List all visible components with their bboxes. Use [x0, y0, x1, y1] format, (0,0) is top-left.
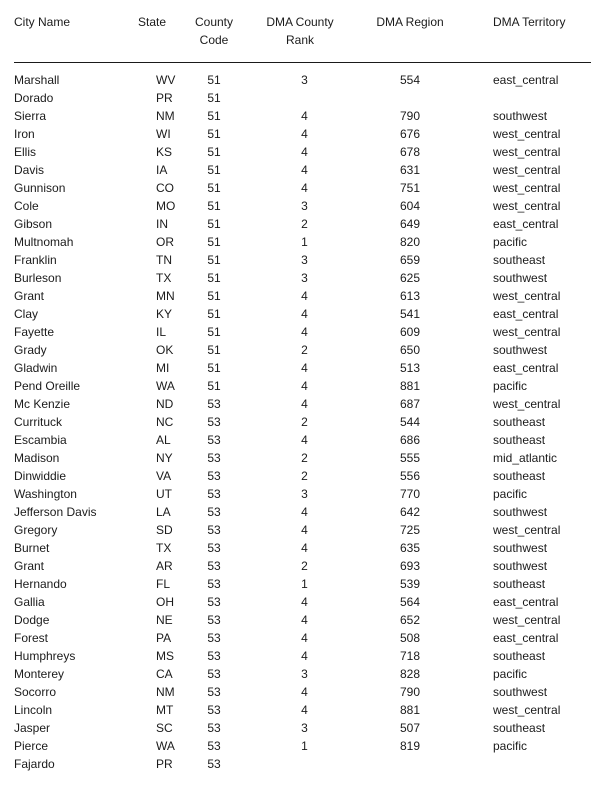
table-row — [14, 485, 591, 503]
dma-county-table — [14, 13, 591, 773]
table-row — [14, 683, 591, 701]
table-cell-county_code: 51 — [207, 217, 221, 231]
table-row — [14, 323, 591, 341]
table-cell-state: LA — [156, 505, 171, 519]
table-cell-dma_territory: southwest — [493, 505, 548, 519]
table-cell-dma_territory: east_central — [493, 217, 559, 231]
table-cell-dma_territory: southwest — [493, 559, 548, 573]
table-cell-county_code: 53 — [207, 685, 221, 699]
table-cell-county_code: 51 — [207, 307, 221, 321]
table-row — [14, 575, 591, 593]
table-cell-city_name: Hernando — [14, 577, 67, 591]
table-cell-county_code: 51 — [207, 271, 221, 285]
table-cell-dma_territory: east_central — [493, 73, 559, 87]
table-cell-dma_county_rank: 3 — [301, 487, 308, 501]
table-cell-dma_territory: southwest — [493, 343, 548, 357]
table-cell-state: WI — [156, 127, 171, 141]
table-cell-dma_region: 819 — [399, 739, 421, 753]
table-cell-county_code: 53 — [207, 415, 221, 429]
table-row — [14, 215, 591, 233]
table-row — [14, 521, 591, 539]
table-cell-city_name: Pierce — [14, 739, 49, 753]
table-cell-dma_county_rank — [238, 755, 362, 773]
table-cell-city_name: Gladwin — [14, 361, 58, 375]
table-cell-dma_county_rank: 4 — [301, 505, 308, 519]
column-header-label: City Name — [14, 15, 71, 29]
table-cell-city_name: Gunnison — [14, 181, 66, 195]
table-cell-dma_region: 652 — [399, 613, 421, 627]
table-cell-county_code: 51 — [207, 199, 221, 213]
table-cell-state: FL — [156, 577, 171, 591]
table-cell-dma_region: 790 — [399, 109, 421, 123]
table-cell-county_code: 53 — [207, 703, 221, 717]
table-cell-dma_region — [362, 89, 458, 107]
table-cell-dma_county_rank: 4 — [301, 307, 308, 321]
table-cell-dma_county_rank: 4 — [301, 289, 308, 303]
table-row — [14, 143, 591, 161]
table-cell-dma_county_rank: 3 — [301, 199, 308, 213]
table-cell-state: SD — [156, 523, 173, 537]
table-cell-dma_county_rank: 4 — [301, 685, 308, 699]
table-cell-city_name: Currituck — [14, 415, 63, 429]
table-row — [14, 125, 591, 143]
table-cell-dma_county_rank: 4 — [301, 325, 308, 339]
column-header-dma-county-rank — [238, 13, 362, 63]
table-cell-county_code: 51 — [207, 163, 221, 177]
table-row — [14, 269, 591, 287]
table-cell-dma_region: 820 — [399, 235, 421, 249]
table-cell-city_name: Mc Kenzie — [14, 397, 71, 411]
table-row — [14, 287, 591, 305]
table-cell-state: AR — [156, 559, 173, 573]
table-cell-county_code: 53 — [207, 595, 221, 609]
table-cell-state: NM — [156, 685, 175, 699]
table-cell-state: NY — [156, 451, 173, 465]
table-cell-state: MN — [156, 289, 175, 303]
table-cell-dma_territory: west_central — [493, 325, 561, 339]
table-cell-city_name: Gibson — [14, 217, 53, 231]
table-cell-dma_county_rank — [238, 89, 362, 107]
table-cell-city_name: Cole — [14, 199, 39, 213]
table-cell-county_code: 51 — [207, 181, 221, 195]
table-cell-city_name: Iron — [14, 127, 35, 141]
table-cell-city_name: Pend Oreille — [14, 379, 81, 393]
table-cell-dma_territory: southeast — [493, 469, 546, 483]
table-cell-county_code: 53 — [207, 721, 221, 735]
table-cell-dma_territory: southeast — [493, 415, 546, 429]
table-cell-state: CA — [156, 667, 173, 681]
table-cell-state: MI — [156, 361, 170, 375]
table-cell-state: PR — [156, 757, 173, 771]
column-header-county-code — [190, 13, 238, 63]
table-cell-county_code: 53 — [207, 487, 221, 501]
table-cell-dma_county_rank: 4 — [301, 109, 308, 123]
table-cell-city_name: Lincoln — [14, 703, 53, 717]
table-cell-county_code: 51 — [207, 379, 221, 393]
table-cell-dma_county_rank: 4 — [301, 541, 308, 555]
table-cell-dma_territory: pacific — [493, 739, 528, 753]
table-cell-dma_territory: southeast — [493, 721, 546, 735]
table-row — [14, 341, 591, 359]
table-cell-city_name: Sierra — [14, 109, 47, 123]
column-header-label: DMA Region — [376, 15, 444, 29]
table-cell-dma_county_rank: 4 — [301, 127, 308, 141]
table-cell-city_name: Monterey — [14, 667, 65, 681]
table-cell-state: CO — [156, 181, 174, 195]
table-cell-dma_territory: west_central — [493, 523, 561, 537]
table-cell-dma_county_rank: 4 — [301, 163, 308, 177]
table-cell-city_name: Burnet — [14, 541, 50, 555]
column-header-state — [135, 13, 190, 63]
table-cell-city_name: Forest — [14, 631, 49, 645]
table-cell-dma_county_rank: 4 — [301, 595, 308, 609]
table-cell-city_name: Escambia — [14, 433, 67, 447]
table-cell-state: WV — [156, 73, 176, 87]
table-cell-dma_territory: west_central — [493, 145, 561, 159]
table-cell-city_name: Jefferson Davis — [14, 505, 97, 519]
table-cell-dma_county_rank: 1 — [301, 739, 308, 753]
table-cell-state: IN — [156, 217, 168, 231]
table-row — [14, 449, 591, 467]
table-cell-city_name: Franklin — [14, 253, 57, 267]
table-cell-dma_territory: southwest — [493, 685, 548, 699]
table-row — [14, 107, 591, 125]
table-cell-dma_territory: west_central — [493, 397, 561, 411]
column-header-label: DMA County Rank — [266, 15, 334, 47]
table-cell-dma_region: 631 — [399, 163, 421, 177]
table-cell-city_name: Ellis — [14, 145, 37, 159]
table-cell-county_code: 53 — [207, 739, 221, 753]
column-header-label: DMA Territory — [493, 15, 566, 29]
table-cell-dma_county_rank: 3 — [301, 667, 308, 681]
table-cell-dma_region: 725 — [399, 523, 421, 537]
table-cell-city_name: Grant — [14, 289, 45, 303]
table-cell-state: MS — [156, 649, 174, 663]
table-cell-dma_region: 649 — [399, 217, 421, 231]
table-cell-dma_territory: west_central — [493, 613, 561, 627]
table-cell-city_name: Grant — [14, 559, 45, 573]
table-cell-county_code: 51 — [207, 253, 221, 267]
table-cell-state: KY — [156, 307, 173, 321]
table-cell-dma_county_rank: 4 — [301, 649, 308, 663]
table-cell-state: MT — [156, 703, 174, 717]
table-cell-city_name: Dodge — [14, 613, 50, 627]
table-cell-state: NE — [156, 613, 173, 627]
table-cell-state: UT — [156, 487, 172, 501]
table-row — [14, 395, 591, 413]
table-cell-dma_region: 625 — [399, 271, 421, 285]
column-header-dma-territory — [458, 13, 591, 63]
table-cell-city_name: Washington — [14, 487, 77, 501]
table-cell-dma_county_rank: 4 — [301, 397, 308, 411]
table-cell-county_code: 53 — [207, 469, 221, 483]
table-row — [14, 755, 591, 773]
table-cell-county_code: 51 — [207, 361, 221, 375]
table-cell-dma_region: 544 — [399, 415, 421, 429]
table-cell-state: WA — [156, 379, 175, 393]
table-row — [14, 665, 591, 683]
table-cell-county_code: 53 — [207, 559, 221, 573]
table-cell-dma_territory: west_central — [493, 181, 561, 195]
table-cell-dma_region: 828 — [399, 667, 421, 681]
table-cell-county_code: 51 — [207, 127, 221, 141]
table-cell-county_code: 51 — [207, 73, 221, 87]
table-cell-county_code: 51 — [207, 91, 221, 105]
table-cell-dma_region: 555 — [399, 451, 421, 465]
table-cell-city_name: Grady — [14, 343, 47, 357]
table-row — [14, 413, 591, 431]
table-cell-dma_region: 678 — [399, 145, 421, 159]
table-cell-dma_region: 539 — [399, 577, 421, 591]
table-cell-dma_region: 718 — [399, 649, 421, 663]
table-cell-dma_territory — [458, 755, 591, 773]
table-row — [14, 737, 591, 755]
header-row — [14, 13, 591, 63]
table-cell-dma_region: 564 — [399, 595, 421, 609]
table-cell-county_code: 51 — [207, 235, 221, 249]
table-cell-dma_county_rank: 3 — [301, 271, 308, 285]
table-row — [14, 359, 591, 377]
table-cell-dma_territory: west_central — [493, 703, 561, 717]
table-cell-dma_county_rank: 2 — [301, 469, 308, 483]
table-cell-county_code: 53 — [207, 649, 221, 663]
table-cell-dma_county_rank: 4 — [301, 361, 308, 375]
table-cell-city_name: Jasper — [14, 721, 51, 735]
table-row — [14, 557, 591, 575]
table-row — [14, 593, 591, 611]
table-cell-county_code: 51 — [207, 289, 221, 303]
table-cell-dma_county_rank: 4 — [301, 433, 308, 447]
table-cell-city_name: Gregory — [14, 523, 58, 537]
table-cell-city_name: Marshall — [14, 73, 60, 87]
table-cell-state: PA — [156, 631, 172, 645]
table-cell-city_name: Fayette — [14, 325, 55, 339]
table-cell-city_name: Davis — [14, 163, 45, 177]
table-cell-dma_region: 751 — [399, 181, 421, 195]
table-cell-dma_region: 790 — [399, 685, 421, 699]
table-cell-county_code: 51 — [207, 109, 221, 123]
table-row — [14, 197, 591, 215]
table-cell-dma_territory: east_central — [493, 631, 559, 645]
table-cell-dma_county_rank: 2 — [301, 343, 308, 357]
table-cell-county_code: 51 — [207, 145, 221, 159]
table-cell-dma_territory: east_central — [493, 595, 559, 609]
table-row — [14, 179, 591, 197]
table-cell-county_code: 53 — [207, 397, 221, 411]
table-row — [14, 161, 591, 179]
table-cell-dma_region: 554 — [399, 73, 421, 87]
table-cell-dma_territory: pacific — [493, 235, 528, 249]
column-header-dma-region — [362, 13, 458, 63]
table-cell-dma_county_rank: 4 — [301, 631, 308, 645]
table-cell-dma_territory: southwest — [493, 109, 548, 123]
table-cell-dma_territory — [458, 89, 591, 107]
table-cell-county_code: 53 — [207, 451, 221, 465]
table-cell-dma_county_rank: 4 — [301, 145, 308, 159]
table-cell-state: NC — [156, 415, 174, 429]
table-cell-state: OK — [156, 343, 174, 357]
table-row — [14, 647, 591, 665]
column-header-city-name — [14, 13, 135, 63]
table-cell-county_code: 53 — [207, 757, 221, 771]
table-row — [14, 719, 591, 737]
table-cell-state: OH — [156, 595, 174, 609]
table-cell-city_name: Clay — [14, 307, 39, 321]
table-cell-dma_territory: pacific — [493, 667, 528, 681]
table-cell-state: IL — [156, 325, 167, 339]
table-cell-state: AL — [156, 433, 171, 447]
table-cell-dma_region: 650 — [399, 343, 421, 357]
table-cell-dma_county_rank: 3 — [301, 73, 308, 87]
table-cell-county_code: 51 — [207, 325, 221, 339]
table-cell-dma_county_rank: 3 — [301, 721, 308, 735]
table-row — [14, 63, 591, 90]
table-cell-dma_region: 508 — [399, 631, 421, 645]
table-cell-dma_county_rank: 1 — [301, 577, 308, 591]
table-row — [14, 539, 591, 557]
table-cell-county_code: 53 — [207, 577, 221, 591]
table-cell-dma_county_rank: 4 — [301, 181, 308, 195]
table-cell-dma_territory: southwest — [493, 271, 548, 285]
table-row — [14, 431, 591, 449]
table-cell-city_name: Dinwiddie — [14, 469, 67, 483]
table-row — [14, 233, 591, 251]
table-row — [14, 89, 591, 107]
table-cell-state: TX — [156, 271, 172, 285]
table-cell-dma_region: 881 — [399, 703, 421, 717]
table-row — [14, 251, 591, 269]
table-cell-dma_territory: west_central — [493, 127, 561, 141]
table-cell-county_code: 53 — [207, 505, 221, 519]
table-cell-state: PR — [156, 91, 173, 105]
table-cell-dma_territory: southeast — [493, 577, 546, 591]
table-cell-state: IA — [156, 163, 168, 177]
table-cell-dma_region: 609 — [399, 325, 421, 339]
table-cell-dma_region: 604 — [399, 199, 421, 213]
table-cell-state: WA — [156, 739, 175, 753]
table-cell-state: TN — [156, 253, 172, 267]
table-cell-state: MO — [156, 199, 176, 213]
table-cell-dma_county_rank: 2 — [301, 559, 308, 573]
table-cell-city_name: Dorado — [14, 91, 54, 105]
table-cell-city_name: Gallia — [14, 595, 45, 609]
table-cell-dma_region: 693 — [399, 559, 421, 573]
table-row — [14, 701, 591, 719]
table-cell-dma_region: 613 — [399, 289, 421, 303]
table-cell-dma_region: 635 — [399, 541, 421, 555]
table-cell-city_name: Humphreys — [14, 649, 76, 663]
table-cell-dma_territory: southeast — [493, 253, 546, 267]
table-cell-county_code: 53 — [207, 433, 221, 447]
table-cell-dma_region — [362, 755, 458, 773]
table-cell-city_name: Fajardo — [14, 757, 55, 771]
table-cell-dma_region: 676 — [399, 127, 421, 141]
table-cell-dma_region: 541 — [399, 307, 421, 321]
table-cell-dma_region: 686 — [399, 433, 421, 447]
table-cell-state: VA — [156, 469, 172, 483]
table-row — [14, 611, 591, 629]
table-row — [14, 377, 591, 395]
table-cell-dma_region: 556 — [399, 469, 421, 483]
table-header — [14, 13, 591, 63]
table-cell-city_name: Madison — [14, 451, 60, 465]
table-row — [14, 629, 591, 647]
table-cell-state: OR — [156, 235, 174, 249]
table-row — [14, 305, 591, 323]
table-cell-dma_county_rank: 4 — [301, 379, 308, 393]
table-cell-dma_region: 687 — [399, 397, 421, 411]
table-cell-state: SC — [156, 721, 173, 735]
table-cell-dma_territory: mid_atlantic — [493, 451, 558, 465]
table-cell-dma_region: 770 — [399, 487, 421, 501]
table-cell-city_name: Socorro — [14, 685, 57, 699]
table-cell-dma_county_rank: 4 — [301, 523, 308, 537]
table-cell-dma_county_rank: 2 — [301, 217, 308, 231]
table-cell-county_code: 53 — [207, 613, 221, 627]
table-cell-dma_region: 507 — [399, 721, 421, 735]
table-cell-dma_region: 881 — [399, 379, 421, 393]
table-cell-dma_territory: west_central — [493, 163, 561, 177]
table-cell-dma_county_rank: 4 — [301, 613, 308, 627]
table-cell-dma_county_rank: 2 — [301, 451, 308, 465]
table-cell-dma_county_rank: 3 — [301, 253, 308, 267]
table-row — [14, 503, 591, 521]
table-cell-county_code: 53 — [207, 523, 221, 537]
table-cell-dma_region: 642 — [399, 505, 421, 519]
table-cell-dma_territory: southeast — [493, 433, 546, 447]
table-cell-county_code: 53 — [207, 667, 221, 681]
table-row — [14, 467, 591, 485]
table-cell-dma_territory: west_central — [493, 199, 561, 213]
table-body — [14, 63, 591, 774]
column-header-label: State — [138, 15, 167, 29]
table-cell-dma_territory: southwest — [493, 541, 548, 555]
table-cell-dma_region: 659 — [399, 253, 421, 267]
table-cell-dma_county_rank: 2 — [301, 415, 308, 429]
table-cell-dma_territory: west_central — [493, 289, 561, 303]
table-cell-dma_territory: east_central — [493, 307, 559, 321]
table-cell-dma_region: 513 — [399, 361, 421, 375]
table-cell-dma_territory: southeast — [493, 649, 546, 663]
column-header-label: County Code — [194, 15, 234, 47]
table-cell-state: KS — [156, 145, 173, 159]
table-cell-dma_territory: pacific — [493, 379, 528, 393]
table-cell-county_code: 53 — [207, 541, 221, 555]
table-cell-dma_territory: pacific — [493, 487, 528, 501]
table-cell-city_name: Multnomah — [14, 235, 74, 249]
table-cell-state: NM — [156, 109, 175, 123]
table-cell-dma_territory: east_central — [493, 361, 559, 375]
table-cell-state: TX — [156, 541, 172, 555]
table-cell-county_code: 53 — [207, 631, 221, 645]
table-cell-dma_county_rank: 4 — [301, 703, 308, 717]
table-cell-county_code: 51 — [207, 343, 221, 357]
table-cell-dma_county_rank: 1 — [301, 235, 308, 249]
table-cell-state: ND — [156, 397, 174, 411]
table-cell-city_name: Burleson — [14, 271, 62, 285]
